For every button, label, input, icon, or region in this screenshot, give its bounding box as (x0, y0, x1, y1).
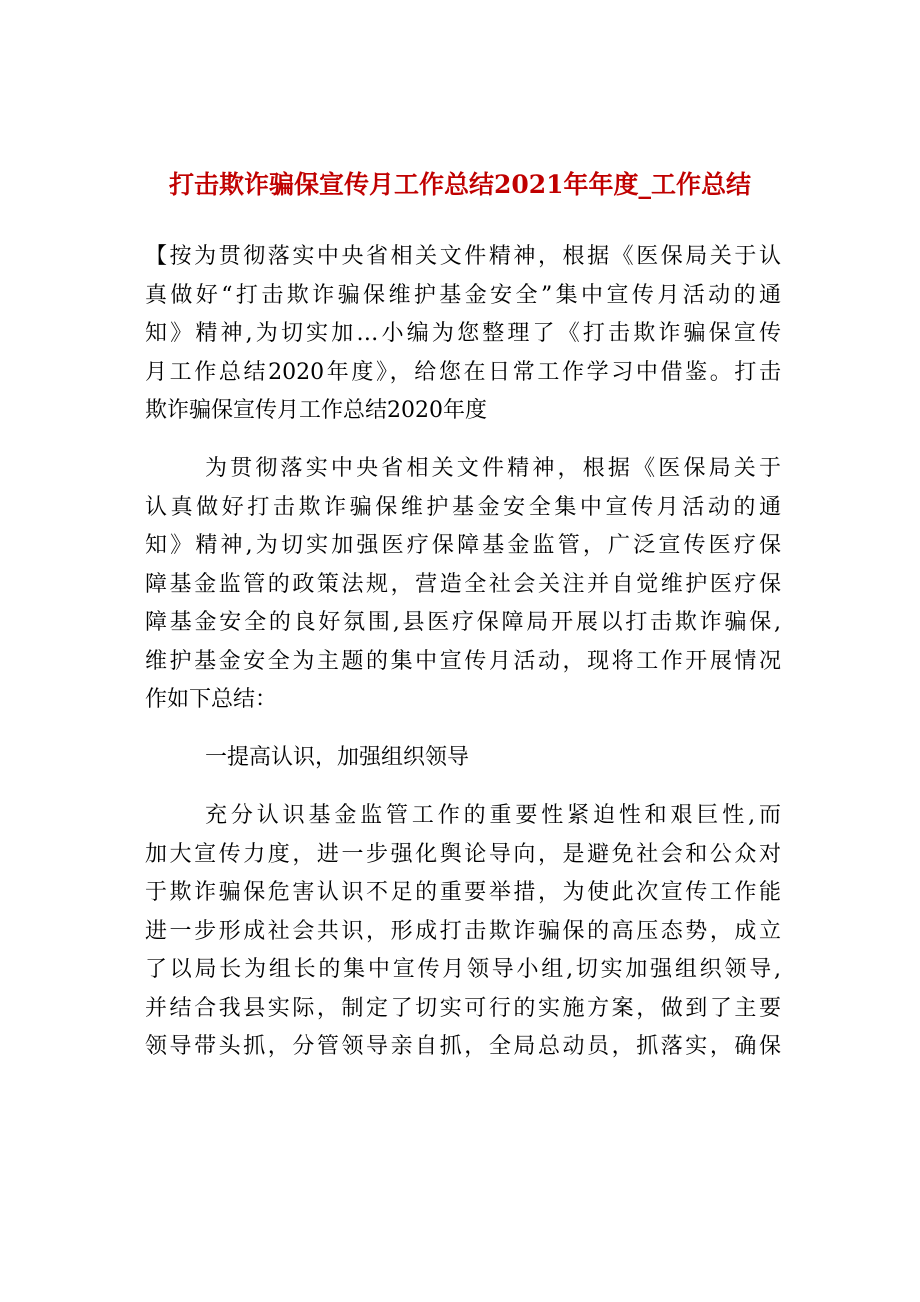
text-line: 认真做好打击欺诈骗保维护基金安全集中宣传月活动的通 (145, 494, 781, 520)
text-line: 【按为贯彻落实中央省相关文件精神，根据《医保局关于认 (145, 244, 781, 269)
text-line: 月工作总结2020年度》，给您在日常工作学习中借鉴。打击 (145, 359, 781, 385)
text-line: 障基金安全的良好氛围,县医疗保障局开展以打击欺诈骗保, (145, 610, 781, 635)
text-line: 加大宣传力度，进一步强化舆论导向，是避免社会和公众对 (145, 841, 781, 867)
text-line: 维护基金安全为主题的集中宣传月活动，现将工作开展情况 (145, 648, 781, 674)
text-line: 真做好“打击欺诈骗保维护基金安全”集中宣传月活动的通 (145, 282, 781, 308)
text-line: 于欺诈骗保危害认识不足的重要举措，为使此次宣传工作能 (145, 880, 781, 905)
paragraph-main (145, 450, 781, 720)
text-line: 知》精神,为切实加…小编为您整理了《打击欺诈骗保宣传 (145, 321, 781, 346)
paragraph-gap (145, 431, 781, 451)
document-body (145, 238, 781, 1067)
text-line: 为贯彻落实中央省相关文件精神，根据《医保局关于 (205, 456, 781, 481)
text-line: 一提高认识，加强组织领导 (205, 745, 470, 770)
paragraph-gap (145, 720, 781, 740)
section-heading-1 (145, 739, 781, 778)
text-line: 了以局长为组长的集中宣传月领导小组,切实加强组织领导, (145, 957, 781, 982)
text-line: 充分认识基金监管工作的重要性紧迫性和艰巨性,而 (205, 803, 781, 828)
text-line: 领导带头抓，分管领导亲自抓，全局总动员，抓落实，确保 (145, 1034, 781, 1059)
paragraph-intro (145, 238, 781, 431)
text-line: 作如下总结： (145, 687, 278, 712)
paragraph-gap (145, 778, 781, 798)
text-line: 知》精神,为切实加强医疗保障基金监管，广泛宣传医疗保 (145, 533, 781, 558)
text-line: 并结合我县实际，制定了切实可行的实施方案，做到了主要 (145, 995, 781, 1021)
text-line: 进一步形成社会共识，形成打击欺诈骗保的高压态势，成立 (145, 918, 781, 944)
text-line: 欺诈骗保宣传月工作总结2020年度 (145, 398, 487, 423)
document-title: 打击欺诈骗保宣传月工作总结2021年年度_工作总结 (168, 170, 752, 199)
paragraph-section-1 (145, 797, 781, 1067)
text-line: 障基金监管的政策法规，营造全社会关注并自觉维护医疗保 (145, 571, 781, 597)
